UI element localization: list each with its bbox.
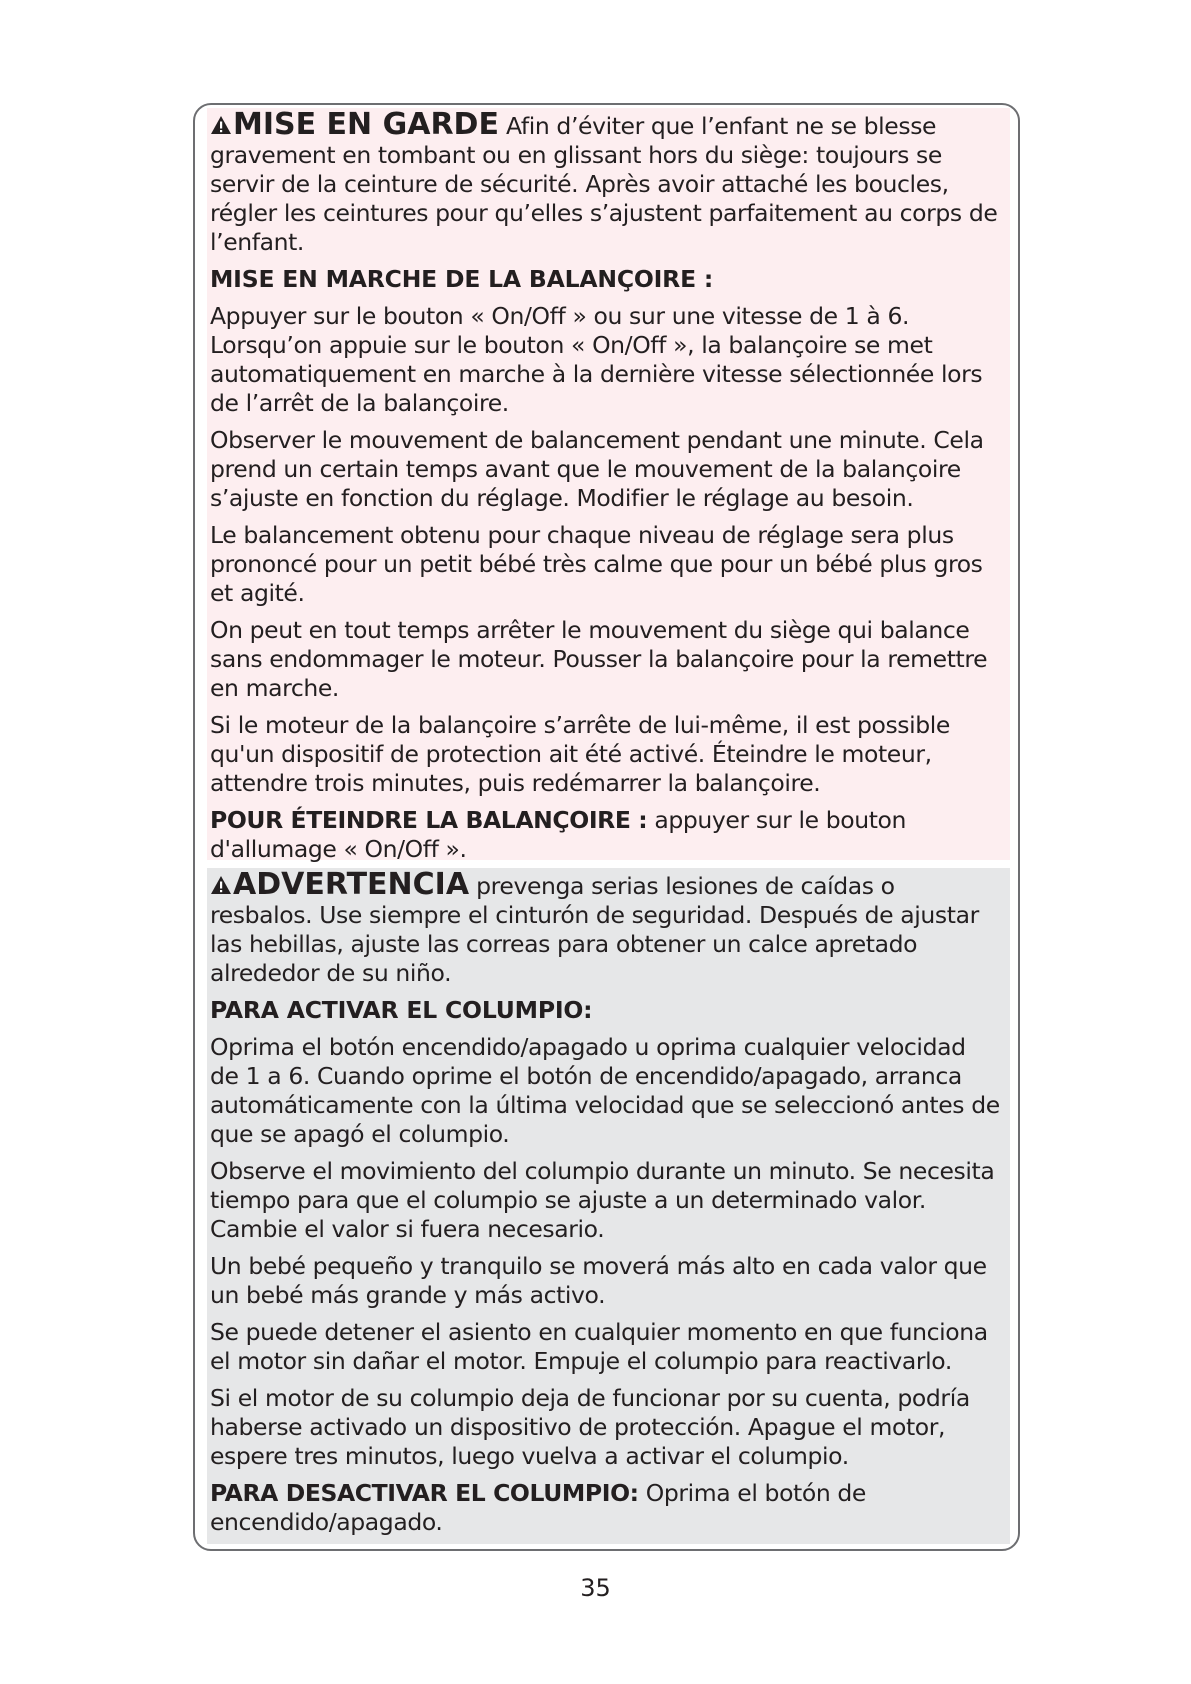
spanish-warning-title: ADVERTENCIA — [233, 867, 470, 902]
warning-triangle-icon — [210, 115, 232, 135]
spanish-section — [207, 868, 1010, 1544]
french-paragraph: Appuyer sur le bouton « On/Off » ou sur une vitesse de 1 à 6. Lorsqu’on appuie sur le bouton « On/Off », la balançoire se met automatiquement en marche à la dernière vitesse sélectionnée lors de l’arrêt de la balançoire. — [210, 302, 983, 417]
spanish-paragraph: Oprima el botón encendido/apagado u oprima cualquier velocidad de 1 a 6. Cuando oprime el botón de encendido/apagado, arranca automáticamente con la última velocidad que se seleccionó antes de que se apagó el columpio. — [210, 1033, 1000, 1148]
french-stop-text: appuyer sur le bouton d'allumage « On/Off ». — [210, 806, 907, 863]
spanish-warning — [210, 867, 1000, 988]
french-warning-text: Afin d’éviter que l’enfant ne se blesse gravement en tombant ou en glissant hors du siège: toujours se servir de la ceinture de sécurité. Après avoir attaché les boucles, régler les ceintures pour qu’elles s’ajustent parfaitement au corps de l’enfant. — [210, 112, 998, 256]
french-paragraph: Si le moteur de la balançoire s’arrête de lui-même, il est possible qu'un dispositif de protection ait été activé. Éteindre le moteur, attendre trois minutes, puis redémarrer la balançoire. — [210, 711, 950, 797]
french-paragraph: Observer le mouvement de balancement pendant une minute. Cela prend un certain temps avant que le mouvement de la balançoire s’ajuste en fonction du réglage. Modifier le réglage au besoin. — [210, 426, 984, 512]
spanish-paragraph: Un bebé pequeño y tranquilo se moverá más alto en cada valor que un bebé más grande y más activo. — [210, 1252, 987, 1309]
instruction-panel — [193, 103, 1020, 1551]
spanish-paragraph: Si el motor de su columpio deja de funcionar por su cuenta, podría haberse activado un dispositivo de protección. Apague el motor, espere tres minutos, luego vuelva a activar el columpio. — [210, 1384, 970, 1470]
french-paragraph: Le balancement obtenu pour chaque niveau de réglage sera plus prononcé pour un petit bébé très calme que pour un bébé plus gros et agité. — [210, 521, 983, 607]
french-paragraph: On peut en tout temps arrêter le mouvement du siège qui balance sans endommager le moteur. Pousser la balançoire pour la remettre en marche. — [210, 616, 988, 702]
spanish-stop-heading: PARA DESACTIVAR EL COLUMPIO: — [210, 1479, 639, 1507]
spanish-paragraph: Se puede detener el asiento en cualquier momento en que funciona el motor sin dañar el motor. Empuje el columpio para reactivarlo. — [210, 1318, 988, 1375]
french-warning — [210, 107, 1000, 257]
spanish-warning-text: prevenga serias lesiones de caídas o resbalos. Use siempre el cinturón de seguridad. Después de ajustar las hebillas, ajuste las correas para obtener un calce apretado alrededor de su niño. — [210, 872, 979, 987]
warning-triangle-icon — [210, 875, 232, 895]
spanish-paragraph: Observe el movimiento del columpio durante un minuto. Se necesita tiempo para que el columpio se ajuste a un determinado valor. Cambie el valor si fuera necesario. — [210, 1157, 995, 1243]
french-stop-instruction — [210, 806, 1000, 864]
french-section — [207, 107, 1010, 863]
french-stop-heading: POUR ÉTEINDRE LA BALANÇOIRE : — [210, 806, 648, 834]
french-start-heading: MISE EN MARCHE DE LA BALANÇOIRE : — [210, 265, 714, 293]
page-number: 35 — [580, 1574, 611, 1602]
spanish-start-heading: PARA ACTIVAR EL COLUMPIO: — [210, 996, 593, 1024]
spanish-stop-text: Oprima el botón de encendido/apagado. — [210, 1479, 866, 1536]
french-warning-title: MISE EN GARDE — [233, 107, 499, 142]
spanish-stop-instruction — [210, 1479, 1000, 1537]
